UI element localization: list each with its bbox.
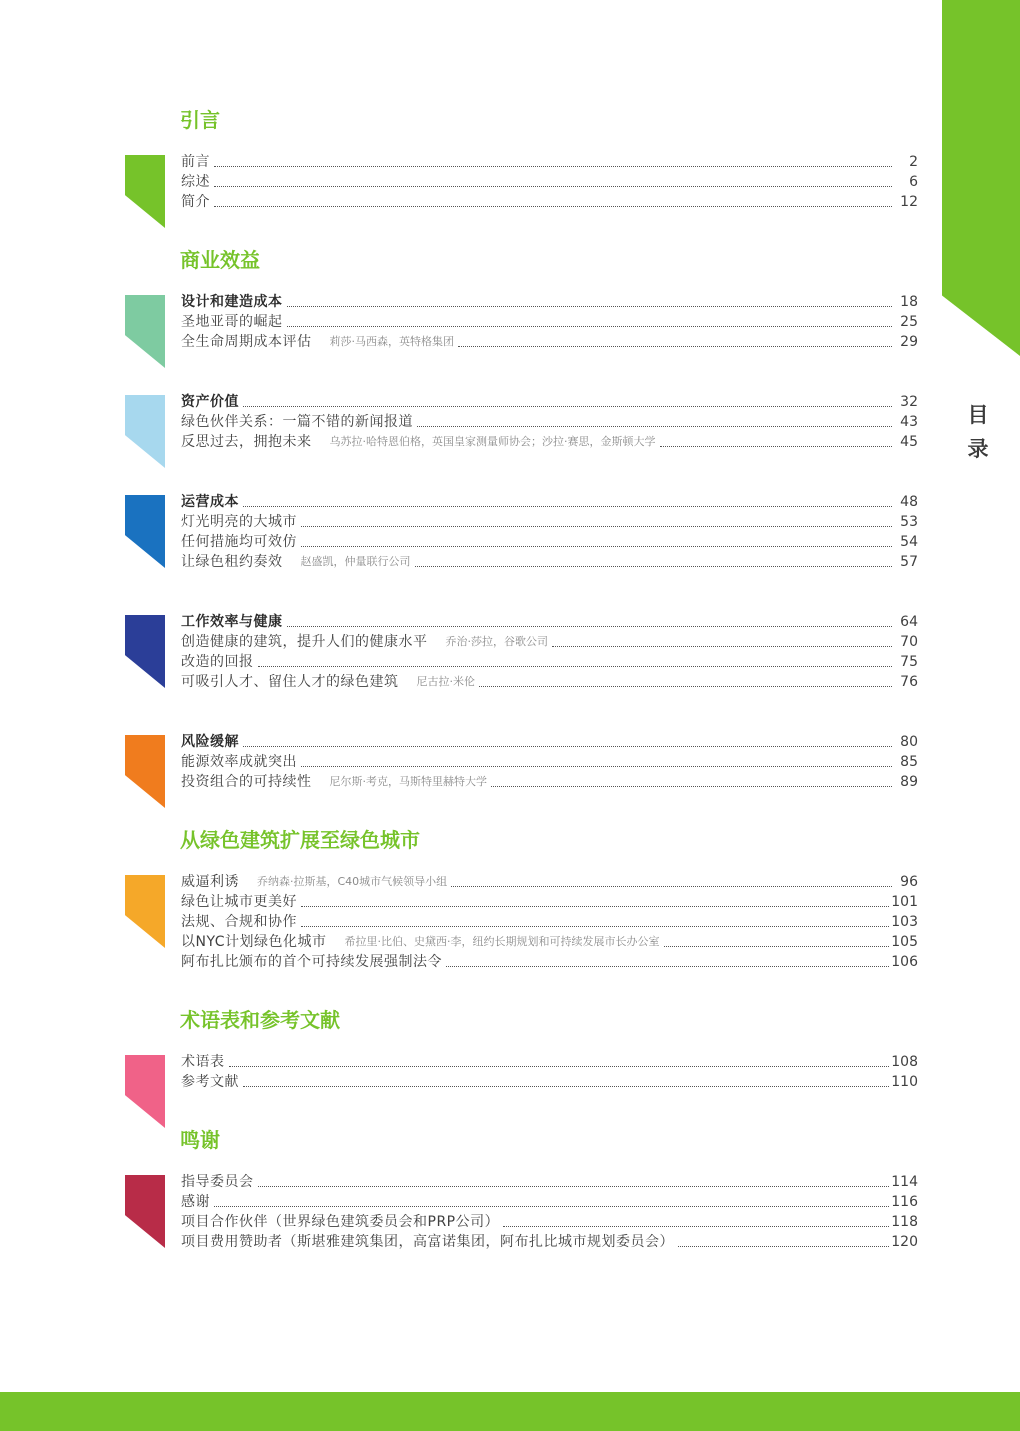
toc-entry-title: 绿色伙伴关系：一篇不错的新闻报道 bbox=[181, 414, 413, 430]
toc-entry-page: 108 bbox=[891, 1054, 918, 1070]
toc-entry-author: 尼尔斯·考克，马斯特里赫特大学 bbox=[329, 775, 487, 788]
toc-entry-page: 101 bbox=[891, 894, 918, 910]
dot-leader bbox=[258, 666, 893, 667]
toc-entry[interactable] bbox=[181, 1212, 918, 1232]
section-heading: 鸣谢 bbox=[180, 1128, 220, 1152]
toc-entry-title: 绿色让城市更美好 bbox=[181, 894, 297, 910]
dot-leader bbox=[243, 1086, 889, 1087]
toc-entry[interactable] bbox=[181, 752, 918, 772]
toc-entry[interactable] bbox=[181, 492, 918, 512]
section-marker bbox=[125, 295, 165, 368]
toc-entry-page: 53 bbox=[900, 514, 918, 530]
dot-leader bbox=[552, 646, 892, 647]
section-heading: 引言 bbox=[180, 108, 220, 132]
dot-leader bbox=[287, 306, 893, 307]
toc-entry-page: 12 bbox=[900, 194, 918, 210]
side-title-char: 录 bbox=[967, 437, 989, 461]
dot-leader bbox=[258, 1186, 890, 1187]
toc-entry-page: 89 bbox=[900, 774, 918, 790]
toc-entry-title: 项目费用赞助者（斯堪雅建筑集团，高富诺集团，阿布扎比城市规划委员会） bbox=[181, 1234, 674, 1250]
toc-entry[interactable] bbox=[181, 892, 918, 912]
toc-entry-page: 116 bbox=[891, 1194, 918, 1210]
toc-entry-title: 反思过去，拥抱未来 bbox=[181, 434, 312, 450]
toc-entry-page: 105 bbox=[891, 934, 918, 950]
toc-entry[interactable] bbox=[181, 312, 918, 332]
bottom-bar bbox=[0, 1392, 1020, 1431]
toc-entry-page: 2 bbox=[909, 154, 918, 170]
toc-entry[interactable] bbox=[181, 432, 918, 452]
section-heading: 商业效益 bbox=[180, 248, 260, 272]
toc-entry-page: 85 bbox=[900, 754, 918, 770]
toc-entry-page: 103 bbox=[891, 914, 918, 930]
toc-entry-title: 以NYC计划绿色化城市 bbox=[181, 934, 327, 950]
toc-entry-title: 阿布扎比颁布的首个可持续发展强制法令 bbox=[181, 954, 442, 970]
toc-entry[interactable] bbox=[181, 392, 918, 412]
dot-leader bbox=[491, 786, 892, 787]
toc-entry-title: 项目合作伙伴（世界绿色建筑委员会和PRP公司） bbox=[181, 1214, 500, 1230]
toc-entry-title: 可吸引人才、留住人才的绿色建筑 bbox=[181, 674, 399, 690]
toc-entry-title: 全生命周期成本评估 bbox=[181, 334, 312, 350]
toc-entry-page: 43 bbox=[900, 414, 918, 430]
toc-entry-title: 能源效率成就突出 bbox=[181, 754, 297, 770]
toc-entry[interactable] bbox=[181, 1072, 918, 1092]
toc-entry[interactable] bbox=[181, 1232, 918, 1252]
toc-entry[interactable] bbox=[181, 872, 918, 892]
toc-entry[interactable] bbox=[181, 672, 918, 692]
toc-entry-title: 感谢 bbox=[181, 1194, 210, 1210]
toc-entry-page: 29 bbox=[900, 334, 918, 350]
toc-entry-page: 18 bbox=[900, 294, 918, 310]
toc-entry[interactable] bbox=[181, 412, 918, 432]
toc-entry-title: 让绿色租约奏效 bbox=[181, 554, 283, 570]
dot-leader bbox=[451, 886, 892, 887]
dot-leader bbox=[678, 1246, 889, 1247]
toc-entry-page: 57 bbox=[900, 554, 918, 570]
side-tab-decoration bbox=[942, 0, 1020, 356]
toc-entry-page: 45 bbox=[900, 434, 918, 450]
dot-leader bbox=[301, 526, 892, 527]
section-marker bbox=[125, 615, 165, 688]
dot-leader bbox=[417, 426, 892, 427]
dot-leader bbox=[415, 566, 893, 567]
dot-leader bbox=[287, 626, 893, 627]
toc-entry[interactable] bbox=[181, 192, 918, 212]
toc-entry-title: 简介 bbox=[181, 194, 210, 210]
dot-leader bbox=[301, 906, 889, 907]
dot-leader bbox=[214, 206, 892, 207]
dot-leader bbox=[214, 166, 892, 167]
section-marker bbox=[125, 875, 165, 948]
dot-leader bbox=[229, 1066, 890, 1067]
toc-entry-title: 投资组合的可持续性 bbox=[181, 774, 312, 790]
toc-entry-author: 乔纳森·拉斯基，C40城市气候领导小组 bbox=[257, 875, 448, 888]
dot-leader bbox=[301, 766, 892, 767]
toc-entry[interactable] bbox=[181, 632, 918, 652]
dot-leader bbox=[243, 506, 892, 507]
section-marker bbox=[125, 155, 165, 228]
toc-entry-page: 32 bbox=[900, 394, 918, 410]
toc-entry-author: 莉莎·马西森，英特格集团 bbox=[329, 335, 454, 348]
dot-leader bbox=[243, 406, 892, 407]
toc-entry-title: 术语表 bbox=[181, 1054, 225, 1070]
toc-entry[interactable] bbox=[181, 772, 918, 792]
toc-entry[interactable] bbox=[181, 952, 918, 972]
toc-entry-title: 威逼利诱 bbox=[181, 874, 239, 890]
dot-leader bbox=[214, 1206, 889, 1207]
toc-entry[interactable] bbox=[181, 932, 918, 952]
section-heading: 从绿色建筑扩展至绿色城市 bbox=[180, 828, 420, 852]
toc-entry-page: 106 bbox=[891, 954, 918, 970]
toc-entry-page: 96 bbox=[900, 874, 918, 890]
dot-leader bbox=[287, 326, 893, 327]
toc-entry[interactable] bbox=[181, 1172, 918, 1192]
toc-entry[interactable] bbox=[181, 532, 918, 552]
dot-leader bbox=[664, 946, 890, 947]
toc-entry[interactable] bbox=[181, 912, 918, 932]
toc-entry-page: 110 bbox=[891, 1074, 918, 1090]
toc-entry-title: 设计和建造成本 bbox=[181, 294, 283, 310]
dot-leader bbox=[458, 346, 892, 347]
dot-leader bbox=[503, 1226, 889, 1227]
toc-entry-page: 25 bbox=[900, 314, 918, 330]
toc-entry-page: 48 bbox=[900, 494, 918, 510]
toc-entry[interactable] bbox=[181, 612, 918, 632]
toc-entry-page: 120 bbox=[891, 1234, 918, 1250]
dot-leader bbox=[446, 966, 889, 967]
toc-entry[interactable] bbox=[181, 652, 918, 672]
toc-entry-title: 风险缓解 bbox=[181, 734, 239, 750]
toc-entry-title: 法规、合规和协作 bbox=[181, 914, 297, 930]
toc-entry[interactable] bbox=[181, 512, 918, 532]
toc-entry-title: 改造的回报 bbox=[181, 654, 254, 670]
dot-leader bbox=[243, 746, 892, 747]
dot-leader bbox=[660, 446, 893, 447]
toc-entry-title: 运营成本 bbox=[181, 494, 239, 510]
dot-leader bbox=[214, 186, 892, 187]
section-marker bbox=[125, 495, 165, 568]
toc-entry[interactable] bbox=[181, 172, 918, 192]
toc-entry[interactable] bbox=[181, 1192, 918, 1212]
toc-entry[interactable] bbox=[181, 152, 918, 172]
dot-leader bbox=[301, 926, 889, 927]
toc-entry-title: 任何措施均可效仿 bbox=[181, 534, 297, 550]
dot-leader bbox=[301, 546, 892, 547]
toc-entry-author: 赵盛凯，仲量联行公司 bbox=[300, 555, 411, 568]
toc-entry[interactable] bbox=[181, 292, 918, 312]
toc-entry-title: 指导委员会 bbox=[181, 1174, 254, 1190]
toc-entry-title: 资产价值 bbox=[181, 394, 239, 410]
toc-entry-title: 灯光明亮的大城市 bbox=[181, 514, 297, 530]
toc-entry-page: 114 bbox=[891, 1174, 918, 1190]
toc-entry-title: 圣地亚哥的崛起 bbox=[181, 314, 283, 330]
toc-entry-author: 希拉里·比伯、史黛西·李，纽约长期规划和可持续发展市长办公室 bbox=[344, 935, 660, 948]
toc-entry-page: 118 bbox=[891, 1214, 918, 1230]
toc-entry-title: 综述 bbox=[181, 174, 210, 190]
toc-entry-author: 乔治·莎拉，谷歌公司 bbox=[445, 635, 548, 648]
toc-entry-page: 64 bbox=[900, 614, 918, 630]
toc-entry-page: 80 bbox=[900, 734, 918, 750]
toc-entry[interactable] bbox=[181, 332, 918, 352]
section-marker bbox=[125, 395, 165, 468]
toc-entry-title: 前言 bbox=[181, 154, 210, 170]
toc-entry[interactable] bbox=[181, 1052, 918, 1072]
toc-entry-title: 创造健康的建筑，提升人们的健康水平 bbox=[181, 634, 428, 650]
toc-entry-author: 尼古拉·米伦 bbox=[416, 675, 475, 688]
toc-entry-title: 工作效率与健康 bbox=[181, 614, 283, 630]
side-title bbox=[964, 398, 992, 466]
toc-entry-author: 乌苏拉·哈特恩伯格，英国皇家测量师协会；沙拉·赛思，金斯顿大学 bbox=[329, 435, 656, 448]
section-marker bbox=[125, 1055, 165, 1128]
section-heading: 术语表和参考文献 bbox=[180, 1008, 340, 1032]
toc-entry[interactable] bbox=[181, 552, 918, 572]
toc-entry-page: 6 bbox=[909, 174, 918, 190]
toc-entry-page: 70 bbox=[900, 634, 918, 650]
toc-entry-page: 76 bbox=[900, 674, 918, 690]
toc-entry-page: 75 bbox=[900, 654, 918, 670]
toc-entry-title: 参考文献 bbox=[181, 1074, 239, 1090]
dot-leader bbox=[479, 686, 892, 687]
section-marker bbox=[125, 735, 165, 808]
toc-entry-page: 54 bbox=[900, 534, 918, 550]
side-title-char: 目 bbox=[967, 403, 989, 427]
toc-entry[interactable] bbox=[181, 732, 918, 752]
section-marker bbox=[125, 1175, 165, 1248]
